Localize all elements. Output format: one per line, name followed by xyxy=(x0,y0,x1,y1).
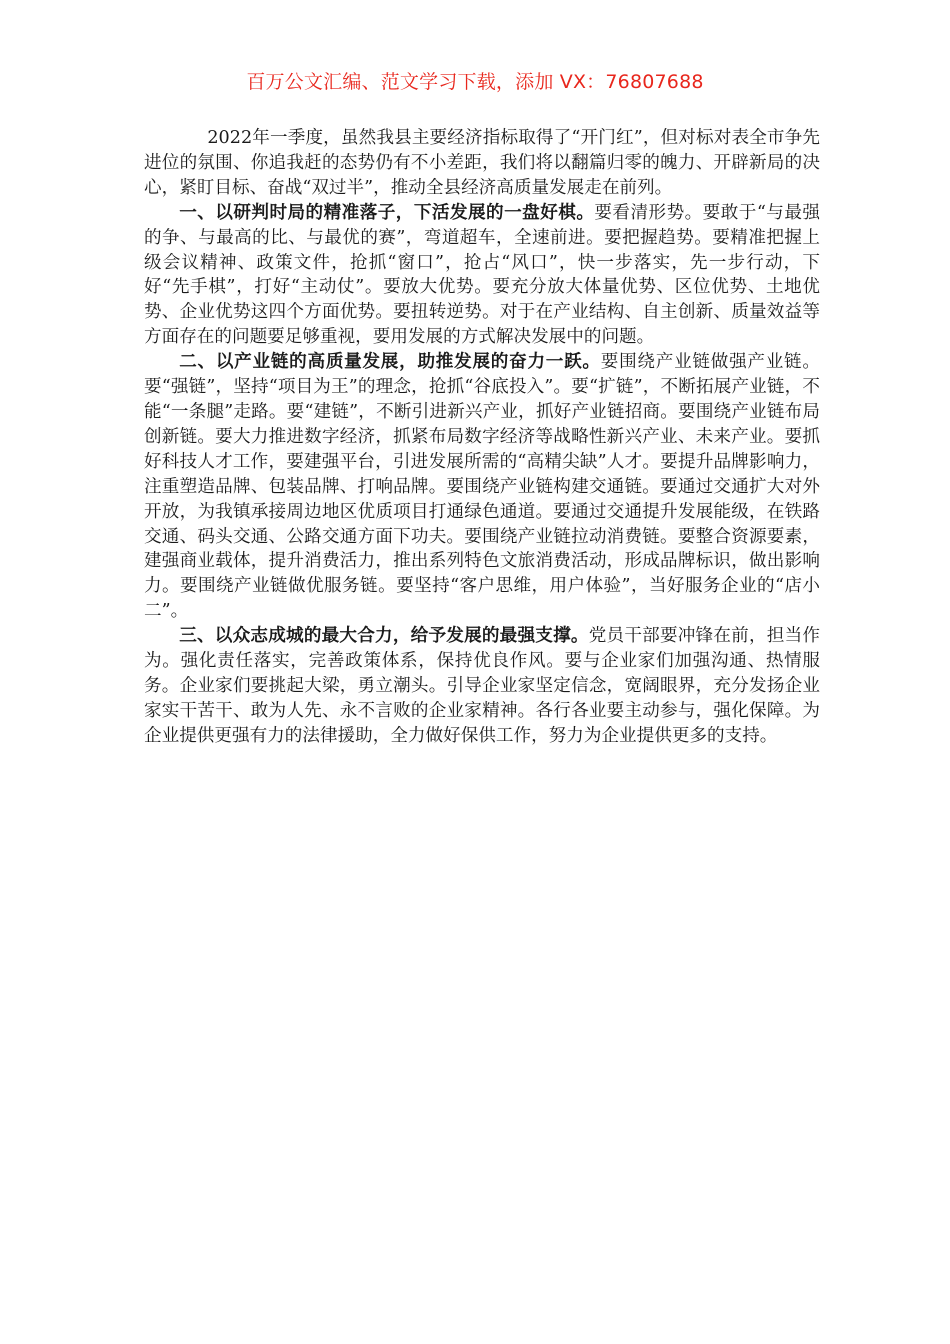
paragraph-text: 2022年一季度，虽然我县主要经济指标取得了“开门红”，但对标对表全市争先进位的氛围、你追我赶的态势仍有不小差距，我们将以翻篇归零的魄力、开辟新局的决心，紧盯目标、奋战“双过半”，推动全县经济高质量发展走在前列。 xyxy=(144,128,820,198)
paragraph-section-2 xyxy=(144,350,820,624)
paragraph-heading: 三、以众志成城的最大合力，给予发展的最强支撑。 xyxy=(179,626,589,647)
paragraph-section-1 xyxy=(144,201,820,350)
paragraph-text: 党员干部要冲锋在前，担当作为。强化责任落实，完善政策体系，保持优良作风。要与企业家们加强沟通、热情服务。企业家们要挑起大梁，勇立潮头。引导企业家坚定信念，宽阔眼界，充分发扬企业家实干苦干、敢为人先、永不言败的企业家精神。各行各业要主动参与，强化保障。为企业提供更强有力的法律援助，全力做好保供工作，努力为企业提供更多的支持。 xyxy=(144,626,820,746)
paragraph-text: 要围绕产业链做强产业链。要“强链”，坚持“项目为王”的理念，抢抓“谷底投入”。要“扩链”，不断拓展产业链，不能“一条腿”走路。要“建链”，不断引进新兴产业，抓好产业链招商。要围绕产业链布局创新链。要大力推进数字经济，抓紧布局数字经济等战略性新兴产业、未来产业。要抓好科技人才工作，要建强平台，引进发展所需的“高精尖缺”人才。要提升品牌影响力，注重塑造品牌、包装品牌、打响品牌。要围绕产业链构建交通链。要通过交通扩大对外开放，为我镇承接周边地区优质项目打通绿色通道。要通过交通提升发展能级，在铁路交通、码头交通、公路交通方面下功夫。要围绕产业链拉动消费链。要整合资源要素，建强商业载体，提升消费活力，推出系列特色文旅消费活动，形成品牌标识，做出影响力。要围绕产业链做优服务链。要坚持“客户思维，用户体验”，当好服务企业的“店小二”。 xyxy=(144,352,820,622)
paragraph-heading: 二、以产业链的高质量发展，助推发展的奋力一跃。 xyxy=(179,352,601,373)
paragraph-text: 要看清形势。要敢于“与最强的争、与最高的比、与最优的赛”，弯道超车，全速前进。要把握趋势。要精准把握上级会议精神、政策文件，抢抓“窗口”，抢占“风口”，快一步落实，先一步行动，下好“先手棋”，打好“主动仗”。要放大优势。要充分放大体量优势、区位优势、土地优势、企业优势这四个方面优势。要扭转逆势。对于在产业结构、自主创新、质量效益等方面存在的问题要足够重视，要用发展的方式解决发展中的问题。 xyxy=(144,202,820,348)
header-watermark-text: 百万公文汇编、范文学习下载，添加 VX：76807688 xyxy=(246,71,704,93)
paragraph-heading: 一、以研判时局的精准落子，下活发展的一盘好棋。 xyxy=(179,202,595,223)
paragraph-section-3 xyxy=(144,624,820,749)
document-body xyxy=(144,126,820,749)
paragraph-intro xyxy=(144,126,820,201)
